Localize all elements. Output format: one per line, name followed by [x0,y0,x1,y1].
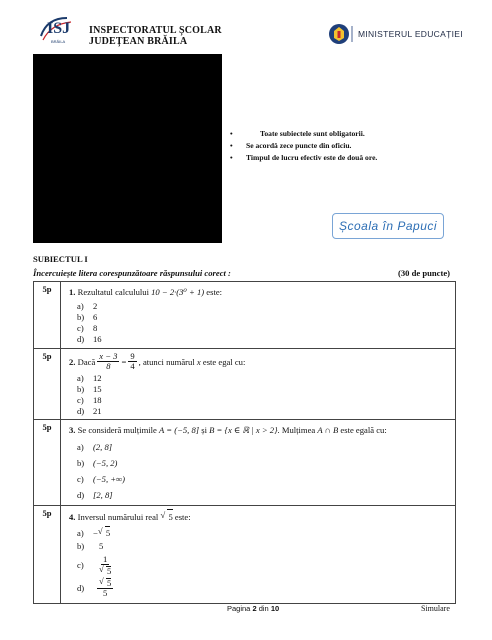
item-row [34,282,456,349]
section-title: SUBIECTUL I [33,254,88,264]
rule-item: • Toate subiectele sunt obligatorii. [230,128,377,140]
fraction: 1 √ 5 [99,555,111,576]
scoala-in-papuci-badge [332,213,444,239]
item-points: 5p [34,420,61,506]
inspectorate-line-2: JUDEȚEAN BRĂILA [89,36,188,47]
rule-item: • Se acordă zece puncte din oficiu. [230,140,377,152]
option-c[interactable]: c) 18 [77,395,102,405]
rules-list [230,128,377,164]
footer-label: Simulare [421,604,450,613]
item-body [61,282,456,349]
ministry-name: MINISTERUL EDUCAȚIEI [358,29,463,39]
question-text: 3. Se consideră mulțimile A = (−5, 8] și B = {x ∈ ℝ | x > 2}. Mulțimea A ∩ B este egală cu: [69,425,387,435]
option-a[interactable]: a) 12 [77,373,102,383]
fraction: $\frac{x - 3}{8}$ [99,351,118,371]
isj-logo [37,14,83,46]
question-text: 4. Inversul numărului real √ 5 este: [69,509,455,524]
fraction: √ $\frac{5}{5}$ [97,578,113,598]
option-a[interactable]: a) 2 [77,301,98,311]
item-points: 5p [34,506,61,604]
redacted-area [33,54,222,243]
section-points: (30 de puncte) [398,268,451,278]
option-d[interactable]: d) 21 [77,406,102,416]
rule-item: • Timpul de lucru efectiv este de două ore. [230,152,377,164]
item-row [34,506,456,604]
isj-logo-text: ISJ [47,20,71,37]
options-list [77,301,455,345]
option-b[interactable]: b) (−5, 2) [77,458,118,468]
option-c[interactable]: c) 8 [77,323,98,333]
fraction: $\frac{9}{4}$ [130,351,135,371]
options-list [77,373,455,417]
item-body [61,349,456,420]
item-row [34,349,456,420]
item-points: 5p [34,282,61,349]
option-a[interactable]: a) (2, 8] [77,442,113,452]
option-c[interactable]: c) 1 √ 5 [77,555,455,576]
option-a[interactable]: a) − √ 5 [77,526,455,540]
isj-logo-subtext: BRĂILA [51,39,66,44]
options-list [77,439,455,503]
option-d[interactable]: d) [2, 8] [77,490,113,500]
square-root: √ 5 [167,509,172,524]
option-d[interactable]: d) 16 [77,334,102,344]
items-table [33,281,456,604]
option-c[interactable]: c) (−5, +∞) [77,474,126,484]
option-b[interactable]: b) 5 [77,541,104,551]
inspectorate-title [89,25,222,47]
option-d[interactable]: d) √ $\frac{5}{5}$ [77,578,455,598]
badge-text: Școala în Papuci [338,219,438,233]
item-body [61,506,456,604]
question-text: 1. Rezultatul calculului 10 − 2·(3⁰ + 1) este: [69,287,223,297]
section-instruction: Încercuiește litera corespunzătoare răspunsului corect : [33,268,231,278]
item-body [61,420,456,506]
option-b[interactable]: b) 6 [77,312,98,322]
option-b[interactable]: b) 15 [77,384,102,394]
page-number: Pagina 2 din 10 [227,604,280,613]
options-list [77,526,455,598]
item-row [34,420,456,506]
inspectorate-line-1: INSPECTORATUL ȘCOLAR [89,25,222,36]
question-text: 2. Dacă $\frac{x - 3}{8}$ = $\frac{9}{4}$ , atunci numărul x este egal cu: [69,351,246,371]
item-points: 5p [34,349,61,420]
